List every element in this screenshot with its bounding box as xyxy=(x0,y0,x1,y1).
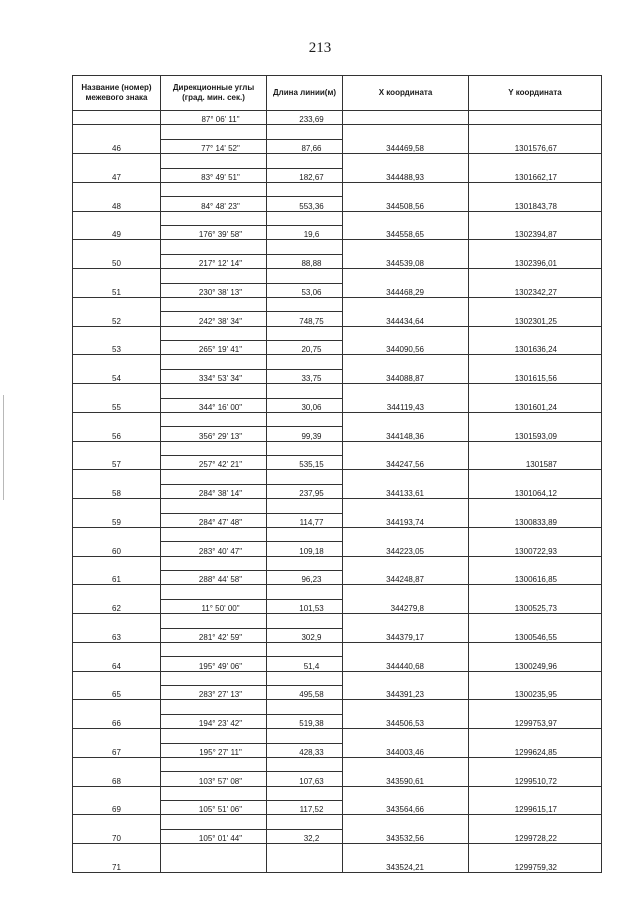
length-cell: 428,33 xyxy=(267,743,343,757)
table-row xyxy=(73,240,602,254)
length-cell-empty xyxy=(267,815,343,829)
point-name-cell: 50 xyxy=(73,240,161,269)
table-row xyxy=(73,700,602,714)
length-cell-empty xyxy=(267,700,343,714)
angle-cell: 176° 39' 58" xyxy=(161,226,267,240)
point-name-cell: 51 xyxy=(73,269,161,298)
point-name-cell: 46 xyxy=(73,125,161,154)
x-coordinate-cell: 344488,93 xyxy=(343,154,469,183)
angle-cell: 84° 48' 23" xyxy=(161,197,267,211)
length-cell-empty xyxy=(267,642,343,656)
x-coordinate-cell: 344434,64 xyxy=(343,297,469,326)
length-cell: 107,63 xyxy=(267,772,343,786)
angle-cell: 11° 50' 00" xyxy=(161,599,267,613)
boundary-coordinates-table xyxy=(72,75,602,873)
table-row xyxy=(73,412,602,426)
angle-cell-empty xyxy=(161,297,267,311)
angle-cell-empty xyxy=(161,815,267,829)
point-name-cell: 66 xyxy=(73,700,161,729)
angle-cell: 77° 14' 52" xyxy=(161,139,267,153)
angle-cell: 242° 38' 34" xyxy=(161,312,267,326)
x-coordinate-cell: 344223,05 xyxy=(343,527,469,556)
x-coordinate-cell: 343590,61 xyxy=(343,757,469,786)
angle-cell-empty xyxy=(161,470,267,484)
x-coordinate-cell: 344119,43 xyxy=(343,384,469,413)
angle-cell-empty xyxy=(161,757,267,771)
angle-cell-empty xyxy=(161,412,267,426)
point-name-cell: 49 xyxy=(73,211,161,240)
length-cell-empty xyxy=(267,441,343,455)
angle-cell-empty xyxy=(161,499,267,513)
x-coordinate-cell: 344088,87 xyxy=(343,355,469,384)
length-cell: 101,53 xyxy=(267,599,343,613)
point-name-cell: 48 xyxy=(73,182,161,211)
x-coordinate-cell: 344247,56 xyxy=(343,441,469,470)
x-coordinate-cell: 344003,46 xyxy=(343,729,469,758)
y-coordinate-cell: 1301587 xyxy=(469,441,602,470)
length-cell: 117,52 xyxy=(267,801,343,815)
point-name-cell: 61 xyxy=(73,556,161,585)
angle-cell: 265° 19' 41" xyxy=(161,341,267,355)
angle-cell-empty xyxy=(161,154,267,168)
table-row xyxy=(73,111,602,125)
length-cell: 495,58 xyxy=(267,686,343,700)
y-coordinate-cell: 1302342,27 xyxy=(469,269,602,298)
angle-cell-empty xyxy=(161,527,267,541)
length-cell-empty xyxy=(267,297,343,311)
page-number: 213 xyxy=(308,40,332,56)
y-coordinate-cell: 1299624,85 xyxy=(469,729,602,758)
y-coordinate-cell: 1301636,24 xyxy=(469,326,602,355)
length-cell: 109,18 xyxy=(267,542,343,556)
y-coordinate-cell: 1301601,24 xyxy=(469,384,602,413)
header-name: Название (номер) межевого знака xyxy=(73,76,161,111)
table-row xyxy=(73,211,602,225)
x-coordinate-cell: 344558,65 xyxy=(343,211,469,240)
x-coordinate-cell: 344539,08 xyxy=(343,240,469,269)
y-coordinate-cell: 1300249,96 xyxy=(469,642,602,671)
table-row xyxy=(73,729,602,743)
y-coordinate-cell: 1300722,93 xyxy=(469,527,602,556)
angle-cell: 283° 27' 13" xyxy=(161,686,267,700)
angle-cell: 344° 16' 00" xyxy=(161,398,267,412)
length-cell-empty xyxy=(267,384,343,398)
length-cell: 20,75 xyxy=(267,341,343,355)
angle-cell-empty xyxy=(161,786,267,800)
x-coordinate-cell: 344148,36 xyxy=(343,412,469,441)
angle-cell: 83° 49' 51" xyxy=(161,168,267,182)
length-cell-empty xyxy=(267,240,343,254)
angle-cell: 356° 29' 13" xyxy=(161,427,267,441)
length-cell-empty xyxy=(267,585,343,599)
table-body xyxy=(73,111,602,873)
length-cell: 748,75 xyxy=(267,312,343,326)
length-cell: 88,88 xyxy=(267,254,343,268)
x-coordinate-cell: 344248,87 xyxy=(343,556,469,585)
y-coordinate-cell: 1302301,25 xyxy=(469,297,602,326)
angle-cell: 334° 53' 34" xyxy=(161,369,267,383)
table-row xyxy=(73,470,602,484)
point-name-cell: 64 xyxy=(73,642,161,671)
table-row xyxy=(73,844,602,858)
table-row xyxy=(73,125,602,139)
angle-cell: 195° 27' 11" xyxy=(161,743,267,757)
angle-cell-empty xyxy=(161,729,267,743)
angle-cell-empty xyxy=(161,326,267,340)
y-coordinate-cell: 1301064,12 xyxy=(469,470,602,499)
angle-cell: 281° 42' 59" xyxy=(161,628,267,642)
x-coordinate-cell: 344133,61 xyxy=(343,470,469,499)
x-coordinate-cell: 344508,56 xyxy=(343,182,469,211)
y-coordinate-cell: 1302394,87 xyxy=(469,211,602,240)
y-coordinate-cell: 1299615,17 xyxy=(469,786,602,815)
y-coordinate-cell: 1299753,97 xyxy=(469,700,602,729)
table-header-row xyxy=(73,76,602,111)
angle-cell: 105° 01' 44" xyxy=(161,829,267,843)
table-row xyxy=(73,355,602,369)
angle-cell: 288° 44' 58" xyxy=(161,571,267,585)
angle-cell-empty xyxy=(161,125,267,139)
angle-cell: 230° 38' 13" xyxy=(161,283,267,297)
angle-cell: 194° 23' 42" xyxy=(161,714,267,728)
x-coordinate-cell: 344506,53 xyxy=(343,700,469,729)
length-cell: 30,06 xyxy=(267,398,343,412)
length-cell-empty xyxy=(267,355,343,369)
angle-cell-empty xyxy=(161,384,267,398)
x-coordinate-cell: 344379,17 xyxy=(343,614,469,643)
y-coordinate-cell: 1301576,67 xyxy=(469,125,602,154)
header-length: Длина линии(м) xyxy=(267,76,343,111)
length-cell: 553,36 xyxy=(267,197,343,211)
length-cell-empty xyxy=(267,211,343,225)
length-cell: 32,2 xyxy=(267,829,343,843)
y-coordinate-cell: 1301593,09 xyxy=(469,412,602,441)
x-coordinate-cell: 344440,68 xyxy=(343,642,469,671)
table-row xyxy=(73,815,602,829)
table-row xyxy=(73,585,602,599)
angle-cell-empty xyxy=(161,211,267,225)
x-coordinate-cell: 344468,29 xyxy=(343,269,469,298)
length-cell-empty xyxy=(267,786,343,800)
length-cell: 535,15 xyxy=(267,456,343,470)
length-cell-empty xyxy=(267,499,343,513)
angle-cell: 105° 51' 06" xyxy=(161,801,267,815)
length-cell: 53,06 xyxy=(267,283,343,297)
point-name-cell: 54 xyxy=(73,355,161,384)
point-name-cell: 52 xyxy=(73,297,161,326)
table-row xyxy=(73,269,602,283)
angle-cell-empty xyxy=(161,614,267,628)
x-coordinate-cell: 343532,56 xyxy=(343,815,469,844)
y-coordinate-cell: 1301615,56 xyxy=(469,355,602,384)
point-name-cell: 71 xyxy=(73,844,161,873)
angle-cell-empty xyxy=(161,642,267,656)
table-row xyxy=(73,786,602,800)
length-cell: 519,38 xyxy=(267,714,343,728)
y-coordinate-cell: 1299728,22 xyxy=(469,815,602,844)
y-coordinate-cell: 1300833,89 xyxy=(469,499,602,528)
y-coordinate-cell: 1302396,01 xyxy=(469,240,602,269)
point-name-cell: 55 xyxy=(73,384,161,413)
length-cell: 182,67 xyxy=(267,168,343,182)
angle-cell: 284° 47' 48" xyxy=(161,513,267,527)
angle-cell-empty xyxy=(161,556,267,570)
length-cell-empty xyxy=(267,269,343,283)
length-cell-empty xyxy=(267,527,343,541)
x-coordinate-cell xyxy=(343,111,469,125)
length-cell: 33,75 xyxy=(267,369,343,383)
point-name-cell: 63 xyxy=(73,614,161,643)
angle-cell: 195° 49' 06" xyxy=(161,657,267,671)
angle-cell-empty xyxy=(161,671,267,685)
angle-cell: 103° 57' 08" xyxy=(161,772,267,786)
length-cell: 99,39 xyxy=(267,427,343,441)
length-cell-empty xyxy=(267,614,343,628)
table-row xyxy=(73,556,602,570)
point-name-cell: 68 xyxy=(73,757,161,786)
point-name-cell: 69 xyxy=(73,786,161,815)
scan-edge-mark xyxy=(3,395,4,500)
x-coordinate-cell: 344391,23 xyxy=(343,671,469,700)
x-coordinate-cell: 344193,74 xyxy=(343,499,469,528)
length-cell: 302,9 xyxy=(267,628,343,642)
point-name-cell: 65 xyxy=(73,671,161,700)
length-cell: 87,66 xyxy=(267,139,343,153)
x-coordinate-cell: 343524,21 xyxy=(343,844,469,873)
y-coordinate-cell: 1301843,78 xyxy=(469,182,602,211)
table-row xyxy=(73,441,602,455)
length-cell-empty xyxy=(267,470,343,484)
length-cell: 237,95 xyxy=(267,484,343,498)
table-row xyxy=(73,527,602,541)
point-name-cell: 56 xyxy=(73,412,161,441)
point-name-cell xyxy=(73,111,161,125)
table-row xyxy=(73,671,602,685)
table-row xyxy=(73,499,602,513)
table-row xyxy=(73,297,602,311)
point-name-cell: 70 xyxy=(73,815,161,844)
y-coordinate-cell: 1300616,85 xyxy=(469,556,602,585)
x-coordinate-cell: 344090,56 xyxy=(343,326,469,355)
x-coordinate-cell: 343564,66 xyxy=(343,786,469,815)
header-angle: Дирекционные углы (град. мин. сек.) xyxy=(161,76,267,111)
table-row xyxy=(73,614,602,628)
table-row xyxy=(73,154,602,168)
angle-cell: 283° 40' 47" xyxy=(161,542,267,556)
angle-cell-empty xyxy=(161,700,267,714)
angle-cell-empty xyxy=(161,441,267,455)
y-coordinate-cell: 1301662,17 xyxy=(469,154,602,183)
y-coordinate-cell: 1299510,72 xyxy=(469,757,602,786)
length-cell-empty xyxy=(267,729,343,743)
header-x: X координата xyxy=(343,76,469,111)
angle-cell xyxy=(161,844,267,873)
y-coordinate-cell: 1300525,73 xyxy=(469,585,602,614)
point-name-cell: 57 xyxy=(73,441,161,470)
length-cell-empty xyxy=(267,326,343,340)
length-cell xyxy=(267,844,343,873)
angle-cell-empty xyxy=(161,585,267,599)
table-row xyxy=(73,326,602,340)
header-y: Y координата xyxy=(469,76,602,111)
x-coordinate-cell: 344279,8 xyxy=(343,585,469,614)
x-coordinate-cell: 344469,58 xyxy=(343,125,469,154)
y-coordinate-cell: 1300546,55 xyxy=(469,614,602,643)
length-cell-empty xyxy=(267,757,343,771)
length-cell-empty xyxy=(267,182,343,196)
point-name-cell: 58 xyxy=(73,470,161,499)
y-coordinate-cell: 1299759,32 xyxy=(469,844,602,873)
point-name-cell: 59 xyxy=(73,499,161,528)
length-cell: 114,77 xyxy=(267,513,343,527)
point-name-cell: 47 xyxy=(73,154,161,183)
table-row xyxy=(73,642,602,656)
angle-cell: 257° 42' 21" xyxy=(161,456,267,470)
length-cell: 19,6 xyxy=(267,226,343,240)
angle-cell: 217° 12' 14" xyxy=(161,254,267,268)
y-coordinate-cell: 1300235,95 xyxy=(469,671,602,700)
angle-cell-empty xyxy=(161,269,267,283)
length-cell: 96,23 xyxy=(267,571,343,585)
length-cell: 51,4 xyxy=(267,657,343,671)
point-name-cell: 53 xyxy=(73,326,161,355)
length-cell-empty xyxy=(267,154,343,168)
angle-cell-empty xyxy=(161,240,267,254)
length-cell-empty xyxy=(267,556,343,570)
angle-cell-empty xyxy=(161,182,267,196)
length-cell-empty xyxy=(267,671,343,685)
point-name-cell: 60 xyxy=(73,527,161,556)
point-name-cell: 67 xyxy=(73,729,161,758)
length-cell-empty xyxy=(267,125,343,139)
table-row xyxy=(73,757,602,771)
table-row xyxy=(73,182,602,196)
table-row xyxy=(73,384,602,398)
length-cell-empty xyxy=(267,412,343,426)
angle-cell: 87° 06' 11" xyxy=(161,111,267,125)
angle-cell-empty xyxy=(161,355,267,369)
y-coordinate-cell xyxy=(469,111,602,125)
point-name-cell: 62 xyxy=(73,585,161,614)
angle-cell: 284° 38' 14" xyxy=(161,484,267,498)
length-cell: 233,69 xyxy=(267,111,343,125)
